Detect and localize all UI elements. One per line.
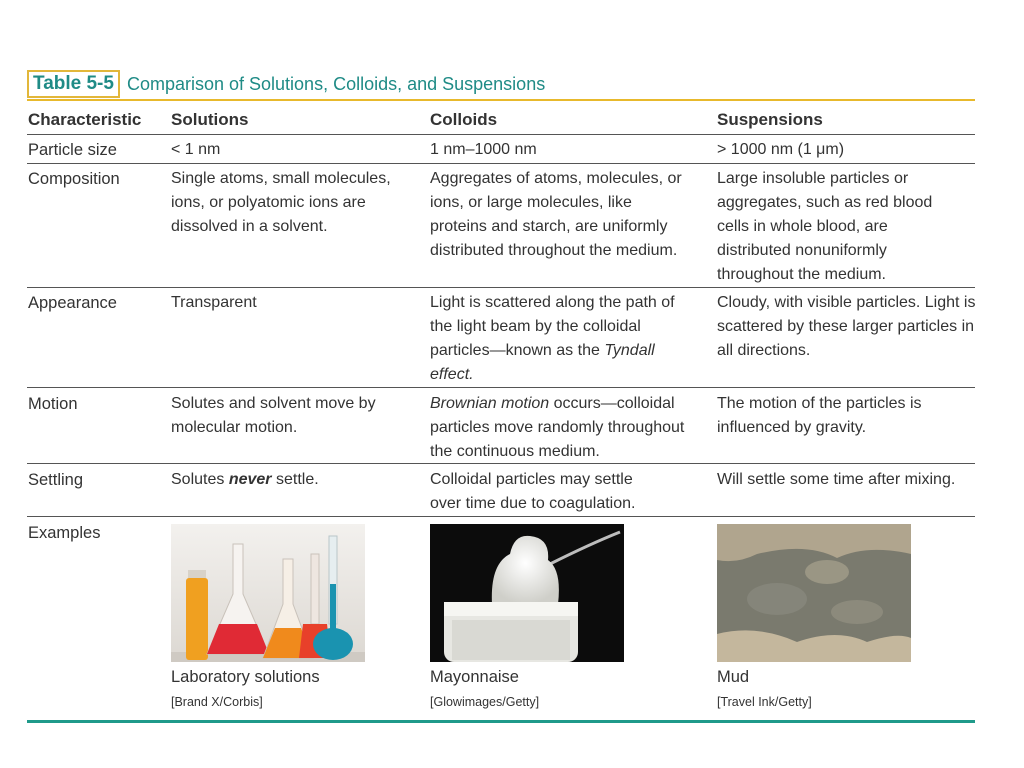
- row-divider: [27, 463, 975, 464]
- colloids-appearance: [430, 291, 692, 387]
- mud-photo: [717, 524, 911, 662]
- tyndall-effect-term: Tyndall effect.: [430, 342, 655, 383]
- suspensions-appearance: Cloudy, with visible particles. Light is scattered by these larger particles in all directions.: [717, 294, 976, 359]
- row-divider: [27, 163, 975, 164]
- example-mud: Mud: [717, 668, 750, 686]
- header-characteristic: Characteristic: [28, 110, 142, 129]
- table-number: Table 5-5: [27, 70, 120, 98]
- solutions-settling: [171, 468, 411, 492]
- suspensions-settling: Will settle some time after mixing.: [717, 471, 956, 488]
- colloids-appearance-text: Light is scattered along the path of the light beam by the colloidal particles—known as the: [430, 294, 675, 359]
- label-composition: Composition: [28, 170, 120, 188]
- solutions-settling-a: Solutes: [171, 471, 225, 488]
- suspensions-particle-size: > 1000 nm (1 μm): [717, 141, 845, 158]
- colloids-motion-text: occurs—colloidal particles move randomly throughout the continuous medium.: [430, 395, 685, 460]
- laboratory-solutions-photo: [171, 524, 365, 662]
- solutions-motion: Solutes and solvent move by molecular motion.: [171, 395, 376, 436]
- label-examples: Examples: [28, 524, 101, 542]
- never-term: never: [228, 471, 272, 488]
- solutions-composition: Single atoms, small molecules, ions, or polyatomic ions are dissolved in a solvent.: [171, 170, 391, 235]
- example-mayonnaise: Mayonnaise: [430, 668, 519, 686]
- header-colloids: Colloids: [430, 110, 498, 129]
- header-suspensions: Suspensions: [717, 110, 823, 129]
- label-motion: Motion: [28, 395, 78, 413]
- row-divider: [27, 287, 975, 288]
- label-settling: Settling: [28, 471, 84, 489]
- solutions-settling-b: settle.: [275, 471, 319, 488]
- suspensions-composition: Large insoluble particles or aggregates, such as red blood cells in whole blood, are distributed nonuniformly throughout the medium.: [717, 170, 933, 283]
- bottom-rule: [27, 720, 975, 723]
- table-title: [27, 70, 545, 98]
- brownian-motion-term: Brownian motion: [430, 395, 550, 412]
- credit-mayonnaise: [Glowimages/Getty]: [430, 695, 540, 709]
- row-divider: [27, 134, 975, 135]
- header-solutions: Solutions: [171, 110, 249, 129]
- colloids-particle-size: 1 nm–1000 nm: [430, 141, 537, 158]
- credit-mud: [Travel Ink/Getty]: [717, 695, 812, 709]
- row-divider: [27, 516, 975, 517]
- colloids-motion: [430, 392, 698, 464]
- row-divider: [27, 387, 975, 388]
- suspensions-motion: The motion of the particles is influenced by gravity.: [717, 395, 922, 436]
- table-caption: Comparison of Solutions, Colloids, and Suspensions: [126, 73, 546, 94]
- label-particle-size: Particle size: [28, 141, 117, 159]
- title-rule: [27, 99, 975, 101]
- colloids-composition: Aggregates of atoms, molecules, or ions, or large molecules, like proteins and starch, are uniformly distributed throughout the medium.: [430, 170, 682, 259]
- colloids-settling: Colloidal particles may settle over time due to coagulation.: [430, 471, 636, 512]
- example-laboratory-solutions: Laboratory solutions: [171, 668, 320, 686]
- solutions-appearance: Transparent: [171, 294, 257, 311]
- solutions-particle-size: < 1 nm: [171, 141, 221, 158]
- credit-laboratory-solutions: [Brand X/Corbis]: [171, 695, 263, 709]
- label-appearance: Appearance: [28, 294, 117, 312]
- mayonnaise-photo: [430, 524, 624, 662]
